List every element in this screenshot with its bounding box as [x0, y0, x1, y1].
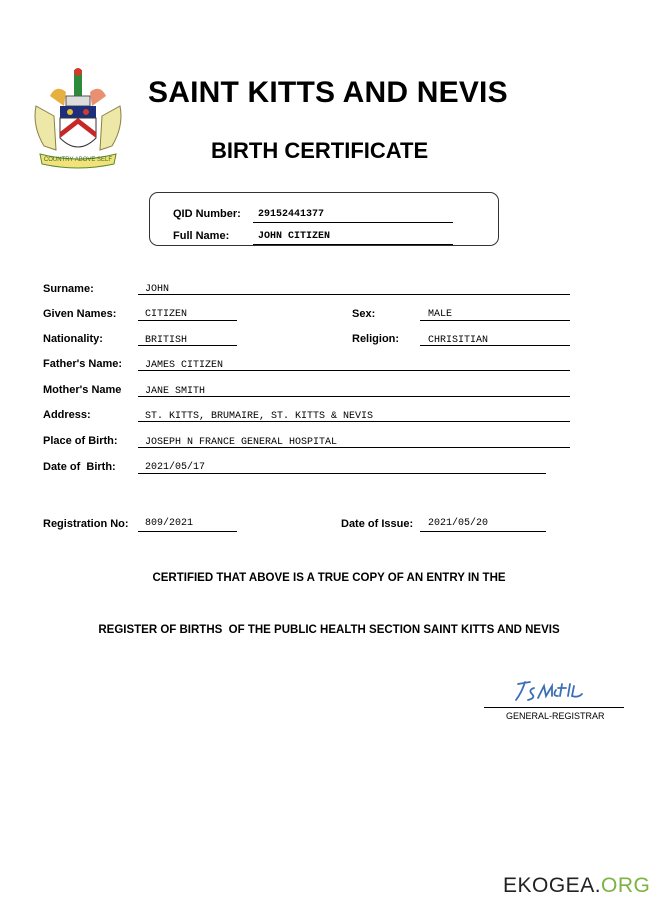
- date-of-issue-underline: [420, 531, 546, 532]
- father-label: Father's Name:: [43, 358, 123, 370]
- religion-value: CHRISITIAN: [428, 335, 489, 346]
- date-of-birth-underline: [138, 473, 546, 474]
- registrar-signature: [512, 678, 592, 704]
- certification-line-2: REGISTER OF BIRTHS OF THE PUBLIC HEALTH SECTION SAINT KITTS AND NEVIS: [98, 624, 560, 636]
- surname-label: Surname:: [43, 283, 94, 295]
- surname-underline: [138, 294, 570, 295]
- mother-underline: [138, 396, 570, 397]
- sex-underline: [420, 320, 570, 321]
- registration-no-value: 809/2021: [145, 518, 194, 529]
- qid-value: 29152441377: [258, 209, 325, 220]
- date-of-birth-label: Date of Birth:: [43, 461, 116, 473]
- certification-line-1: CERTIFIED THAT ABOVE IS A TRUE COPY OF AN ENTRY IN THE: [152, 572, 506, 584]
- nationality-underline: [138, 345, 237, 346]
- religion-underline: [420, 345, 570, 346]
- watermark-accent: ORG: [601, 874, 650, 897]
- address-underline: [138, 421, 570, 422]
- date-of-issue-value: 2021/05/20: [428, 518, 489, 529]
- mother-label: Mother's Name: [43, 384, 122, 396]
- signature-line: [484, 707, 624, 708]
- given-names-label: Given Names:: [43, 308, 117, 320]
- watermark: [503, 874, 650, 898]
- address-label: Address:: [43, 409, 91, 421]
- place-of-birth-value: JOSEPH N FRANCE GENERAL HOSPITAL: [145, 437, 338, 448]
- full-name-value: JOHN CITIZEN: [258, 231, 331, 242]
- full-name-label: Full Name:: [173, 230, 230, 242]
- full-name-underline: [253, 244, 453, 245]
- registration-no-underline: [138, 531, 237, 532]
- given-names-underline: [138, 320, 237, 321]
- date-of-issue-label: Date of Issue:: [341, 518, 414, 530]
- qid-underline: [253, 222, 453, 223]
- document-title: BIRTH CERTIFICATE: [211, 138, 429, 163]
- coat-of-arms-motto: COUNTRY ABOVE SELF: [43, 157, 113, 163]
- father-underline: [138, 370, 570, 371]
- religion-label: Religion:: [352, 333, 400, 345]
- place-of-birth-underline: [138, 447, 570, 448]
- place-of-birth-label: Place of Birth:: [43, 435, 118, 447]
- qid-label: QID Number:: [173, 208, 241, 220]
- sex-value: MALE: [428, 309, 453, 320]
- registration-no-label: Registration No:: [43, 518, 129, 530]
- watermark-main: EKOGEA.: [503, 874, 602, 897]
- nationality-label: Nationality:: [43, 333, 103, 345]
- address-value: ST. KITTS, BRUMAIRE, ST. KITTS & NEVIS: [145, 411, 374, 422]
- surname-value: JOHN: [145, 284, 170, 295]
- country-title: SAINT KITTS AND NEVIS: [148, 76, 508, 109]
- mother-value: JANE SMITH: [145, 386, 206, 397]
- given-names-value: CITIZEN: [145, 309, 188, 320]
- nationality-value: BRITISH: [145, 335, 188, 346]
- date-of-birth-value: 2021/05/17: [145, 462, 206, 473]
- sex-label: Sex:: [352, 308, 376, 320]
- registrar-title: GENERAL-REGISTRAR: [506, 711, 605, 721]
- father-value: JAMES CITIZEN: [145, 360, 224, 371]
